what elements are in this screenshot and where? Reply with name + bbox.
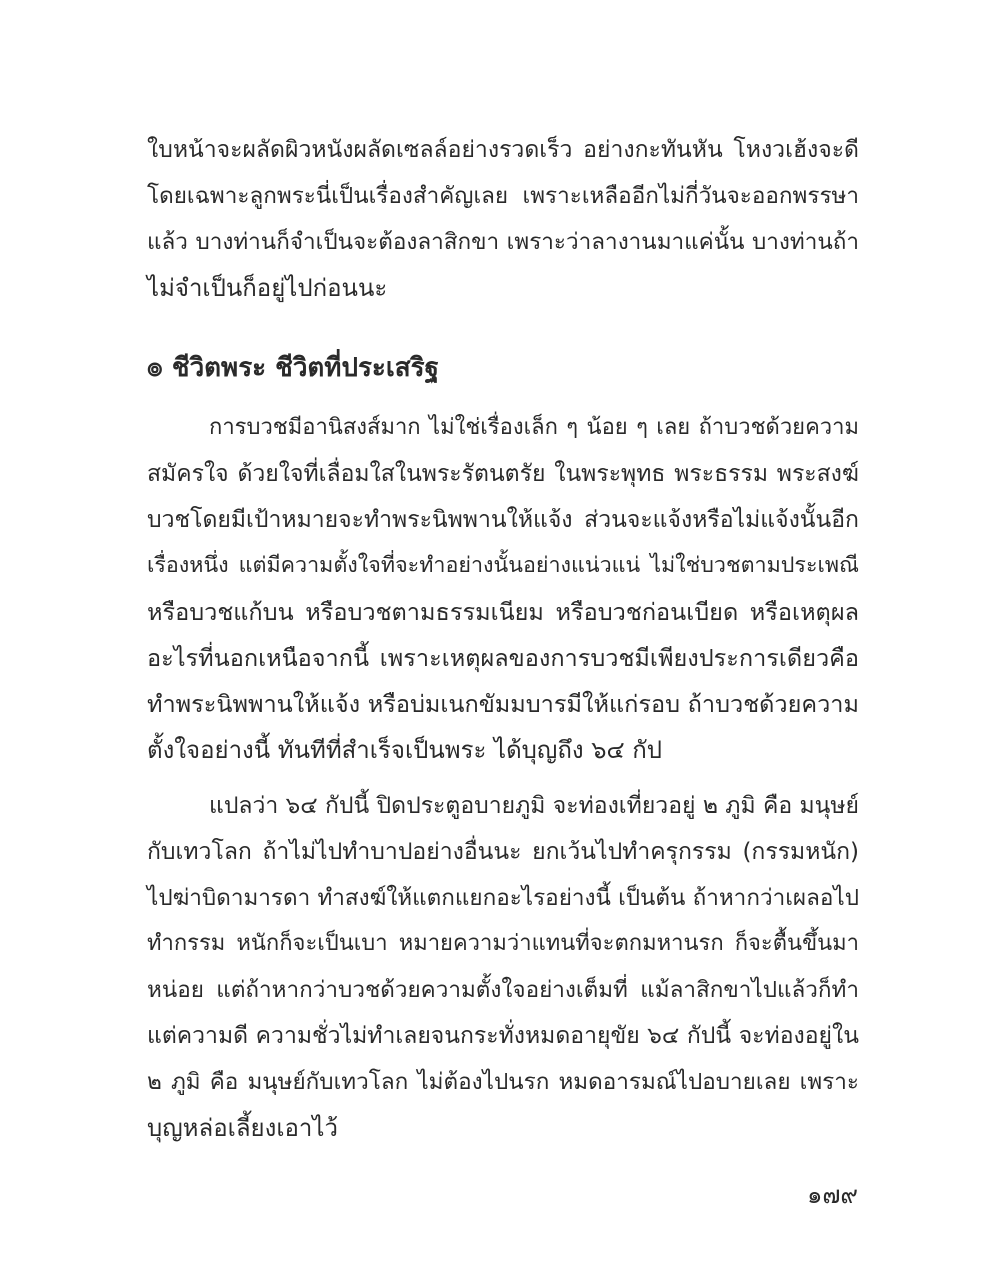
text-line: ทำพระนิพพานให้แจ้ง หรือบ่มเนกขัมมบารมีให้แก่รอบ ถ้าบวชด้วยความ bbox=[147, 690, 859, 718]
text-line: ๒ ภูมิ คือ มนุษย์กับเทวโลก ไม่ต้องไปนรก หมดอารมณ์ไปอบายเลย เพราะ bbox=[147, 1069, 859, 1095]
text-line: บวชโดยมีเป้าหมายจะทำพระนิพพานให้แจ้ง ส่วนจะแจ้งหรือไม่แจ้งนั้นอีก bbox=[147, 507, 859, 533]
text-line: ใบหน้าจะผลัดผิวหนังผลัดเซลล์อย่างรวดเร็ว อย่างกะทันหัน โหงวเฮ้งจะดี bbox=[147, 137, 859, 163]
text-line: บุญหล่อเลี้ยงเอาไว้ bbox=[147, 1114, 338, 1142]
text-line: แต่ความดี ความชั่วไม่ทำเลยจนกระทั่งหมดอายุขัย ๖๔ กัปนี้ จะท่องอยู่ใน bbox=[147, 1023, 859, 1049]
text-line: โดยเฉพาะลูกพระนี่เป็นเรื่องสำคัญเลย เพราะเหลืออีกไม่กี่วันจะออกพรรษา bbox=[147, 183, 859, 209]
paragraph-64-kappa bbox=[147, 783, 859, 1151]
text-line: อะไรที่นอกเหนือจากนี้ เพราะเหตุผลของการบวชมีเพียงประการเดียวคือ bbox=[147, 644, 859, 672]
text-line: เรื่องหนึ่ง แต่มีความตั้งใจที่จะทำอย่างนั้นอย่างแน่วแน่ ไม่ใช่บวชตามประเพณี bbox=[147, 553, 859, 578]
text-line: หรือบวชแก้บน หรือบวชตามธรรมเนียม หรือบวชก่อนเบียด หรือเหตุผล bbox=[147, 598, 859, 626]
text-line: ไปฆ่าบิดามารดา ทำสงฆ์ให้แตกแยกอะไรอย่างนี้ เป็นต้น ถ้าหากว่าเผลอไป bbox=[147, 885, 859, 911]
text-line: ทำกรรม หนักก็จะเป็นเบา หมายความว่าแทนที่จะตกมหานรก ก็จะตื้นขึ้นมา bbox=[147, 931, 859, 956]
text-line: การบวชมีอานิสงส์มาก ไม่ใช่เรื่องเล็ก ๆ น้อย ๆ เลย ถ้าบวชด้วยความ bbox=[209, 415, 859, 440]
page-number: ๑๗๙ bbox=[807, 1181, 858, 1209]
page-body bbox=[147, 127, 859, 1151]
text-line: แปลว่า ๖๔ กัปนี้ ปิดประตูอบายภูมิ จะท่องเที่ยวอยู่ ๒ ภูมิ คือ มนุษย์ bbox=[209, 793, 859, 819]
text-line: กับเทวโลก ถ้าไม่ไปทำบาปอย่างอื่นนะ ยกเว้นไปทำครุกรรม (กรรมหนัก) bbox=[147, 839, 859, 865]
paragraph-intro bbox=[147, 127, 859, 311]
paragraph-ordination-merit bbox=[147, 405, 859, 773]
text-line: ไม่จำเป็นก็อยู่ไปก่อนนะ bbox=[147, 274, 388, 302]
text-line: ตั้งใจอย่างนี้ ทันทีที่สำเร็จเป็นพระ ได้บุญถึง ๖๔ กัป bbox=[147, 736, 663, 764]
section-heading: ๏ ชีวิตพระ ชีวิตที่ประเสริฐ bbox=[147, 353, 439, 383]
text-line: สมัครใจ ด้วยใจที่เลื่อมใสในพระรัตนตรัย ในพระพุทธ พระธรรม พระสงฆ์ bbox=[147, 461, 859, 487]
text-line: หน่อย แต่ถ้าหากว่าบวชด้วยความตั้งใจอย่างเต็มที่ แม้ลาสิกขาไปแล้วก็ทำ bbox=[147, 977, 859, 1003]
text-line: แล้ว บางท่านก็จำเป็นจะต้องลาสิกขา เพราะว่าลางานมาแค่นั้น บางท่านถ้า bbox=[147, 229, 859, 255]
